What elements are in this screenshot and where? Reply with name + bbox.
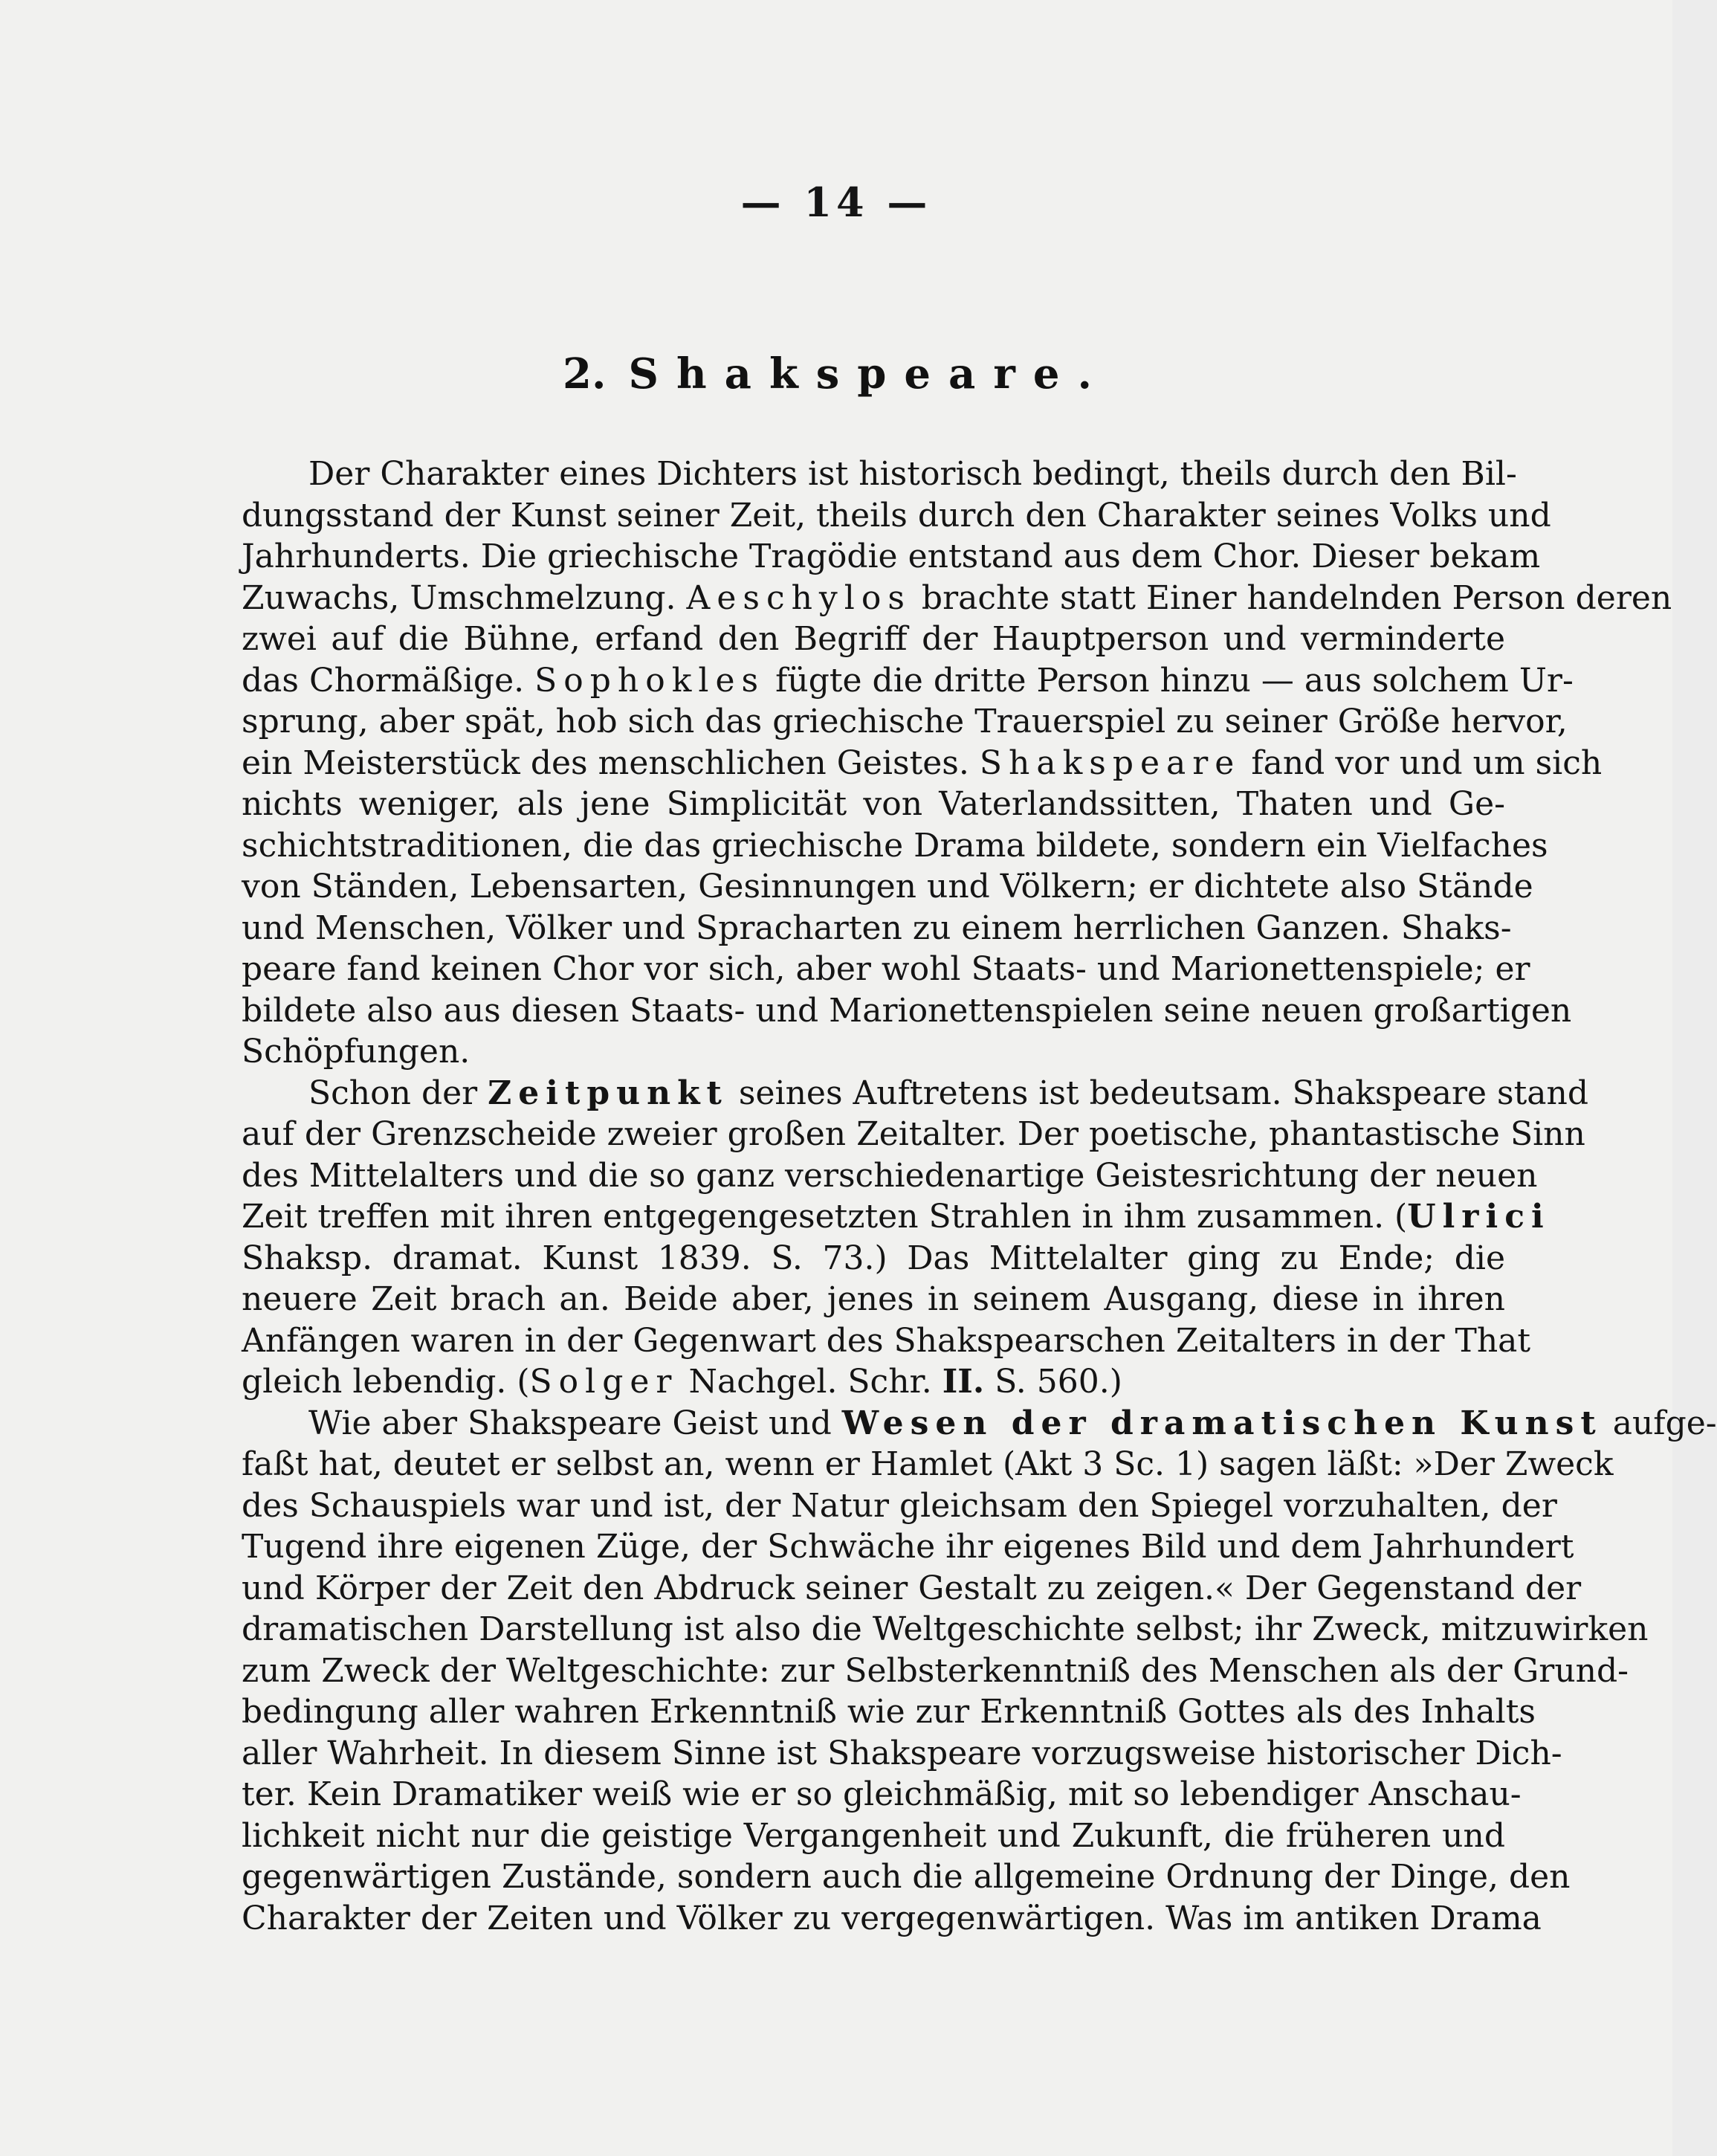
text-line: Charakter der Zeiten und Völker zu vergegenwärtigen. Was im antiken Drama (242, 1899, 1542, 1937)
text-line: peare fand keinen Chor vor sich, aber wohl Staats- und Marionettenspiele; er (242, 950, 1530, 988)
section-title: Shakspeare. (628, 349, 1110, 398)
text-line: Zuwachs, Umschmelzung. Aeschylos brachte statt Einer handelnden Person deren (242, 578, 1672, 617)
text-line: bildete also aus diesen Staats- und Marionettenspielen seine neuen großartigen (242, 991, 1572, 1030)
text-line: gleich lebendig. (Solger Nachgel. Schr. II. S. 560.) (242, 1363, 1122, 1401)
text-line: Tugend ihre eigenen Züge, der Schwäche ihr eigenes Bild und dem Jahrhundert (242, 1528, 1574, 1566)
text-line: Wie aber Shakspeare Geist und Wesen der dramatischen Kunst aufge- (308, 1404, 1717, 1442)
text-line: von Ständen, Lebensarten, Gesinnungen und Völkern; er dichtete also Stände (242, 868, 1533, 906)
text-line: Der Charakter eines Dichters ist historisch bedingt, theils durch den Bil- (308, 455, 1517, 493)
text-line: Anfängen waren in der Gegenwart des Shakspearschen Zeitalters in der That (242, 1321, 1531, 1360)
text-line: gegenwärtigen Zustände, sondern auch die allgemeine Ordnung der Dinge, den (242, 1858, 1571, 1896)
spaced-term: Zeitpunkt (488, 1074, 728, 1112)
text-line: ter. Kein Dramatiker weiß wie er so gleichmäßig, mit so lebendiger Anschau- (242, 1775, 1522, 1813)
section-heading (0, 349, 1672, 398)
text-line: dramatischen Darstellung ist also die Weltgeschichte selbst; ihr Zweck, mitzuwirken (242, 1610, 1649, 1648)
text-line: bedingung aller wahren Erkenntniß wie zur Erkenntniß Gottes als des Inhalts (242, 1693, 1536, 1731)
body-text (242, 454, 1717, 1939)
spaced-name: Shakspeare (979, 743, 1241, 782)
text-line: lichkeit nicht nur die geistige Vergangenheit und Zukunft, die früheren und (242, 1816, 1505, 1855)
text-line: des Schauspiels war und ist, der Natur gleichsam den Spiegel vorzuhalten, der (242, 1486, 1557, 1525)
text-line: Jahrhunderts. Die griechische Tragödie entstand aus dem Chor. Dieser bekam (242, 538, 1541, 575)
spaced-name: Aeschylos (686, 578, 911, 617)
text-line: dungsstand der Kunst seiner Zeit, theils durch den Charakter seines Volks und (242, 496, 1551, 535)
text-line: und Menschen, Völker und Spracharten zu einem herrlichen Ganzen. Shaks- (242, 908, 1512, 947)
text-line: neuere Zeit brach an. Beide aber, jenes in seinem Ausgang, diese in ihren (242, 1280, 1505, 1318)
text-line: sprung, aber spät, hob sich das griechische Trauerspiel zu seiner Größe hervor, (242, 703, 1568, 740)
spaced-name: Sophokles (534, 661, 766, 700)
text-line: zum Zweck der Weltgeschichte: zur Selbsterkenntniß des Menschen als der Grund- (242, 1651, 1629, 1690)
spaced-name: Ulrici (1407, 1198, 1551, 1236)
text-line: zwei auf die Bühne, erfand den Begriff der Hauptperson und verminderte (242, 620, 1505, 658)
text-line: Schöpfungen. (242, 1033, 471, 1071)
text-line: auf der Grenzscheide zweier großen Zeitalter. Der poetische, phantastische Sinn (242, 1115, 1585, 1153)
text-line: Zeit treffen mit ihren entgegengesetzten Strahlen in ihm zusammen. (Ulrici (242, 1198, 1551, 1236)
spaced-term: Wesen der dramatischen Kunst (841, 1404, 1603, 1442)
spaced-name: Solger (529, 1363, 679, 1401)
text-line: faßt hat, deutet er selbst an, wenn er Hamlet (Akt 3 Sc. 1) sagen läßt: »Der Zweck (242, 1445, 1614, 1483)
text-line: das Chormäßige. Sophokles fügte die dritte Person hinzu — aus solchem Ur- (242, 661, 1574, 700)
text-line: Shaksp. dramat. Kunst 1839. S. 73.) Das Mittelalter ging zu Ende; die (242, 1239, 1505, 1277)
text-line: schichtstraditionen, die das griechische Drama bildete, sondern ein Vielfaches (242, 826, 1548, 865)
page-number: — 14 — (740, 178, 932, 226)
text-line: ein Meisterstück des menschlichen Geistes. Shakspeare fand vor und um sich (242, 743, 1603, 782)
text-line: Schon der Zeitpunkt seines Auftretens ist bedeutsam. Shakspeare stand (308, 1074, 1588, 1112)
text-line: nichts weniger, als jene Simplicität von Vaterlandssitten, Thaten und Ge- (242, 785, 1505, 823)
section-number: 2. (563, 349, 607, 398)
text-line: des Mittelalters und die so ganz verschiedenartige Geistesrichtung der neuen (242, 1156, 1538, 1195)
text-line: und Körper der Zeit den Abdruck seiner Gestalt zu zeigen.« Der Gegenstand der (242, 1569, 1582, 1607)
text-line: aller Wahrheit. In diesem Sinne ist Shakspeare vorzugsweise historischer Dich- (242, 1734, 1562, 1772)
